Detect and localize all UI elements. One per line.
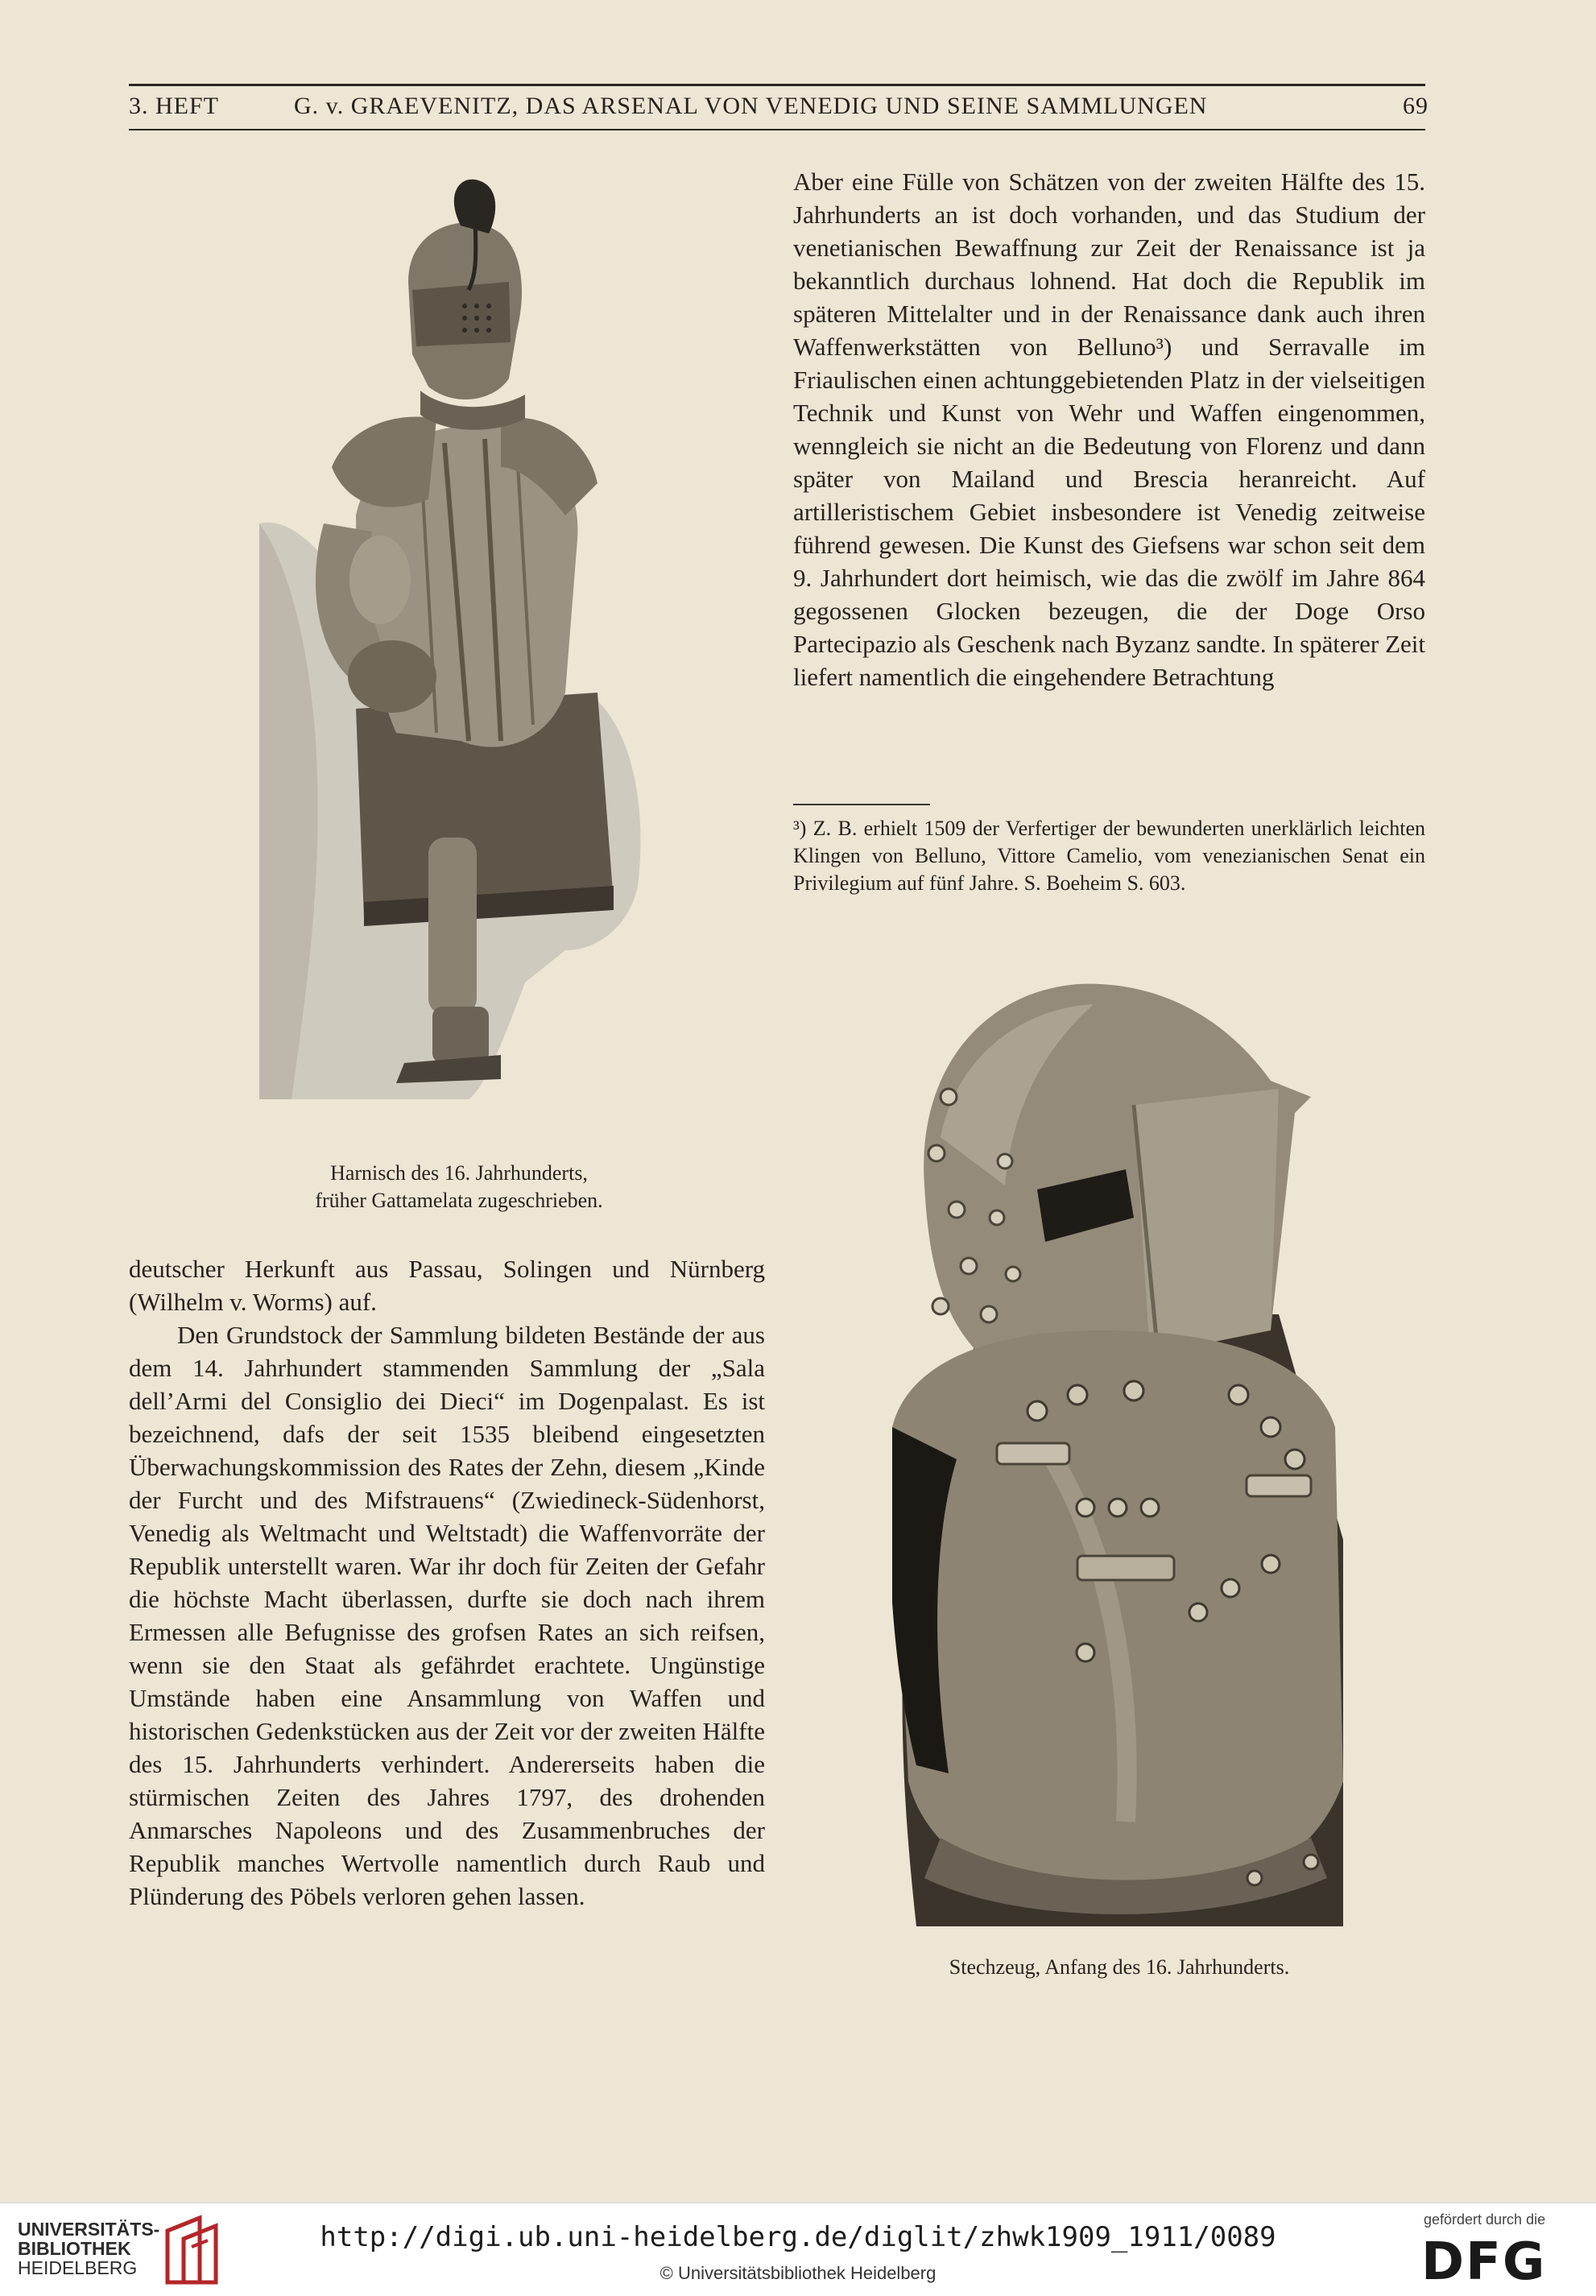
page-number: 69 xyxy=(1403,93,1429,119)
library-name-line3: HEIDELBERG xyxy=(18,2257,138,2278)
header-rule-bottom xyxy=(129,129,1425,130)
funding-label: gefördert durch die xyxy=(1424,2211,1546,2228)
left-column-paragraph-1: deutscher Herkunft aus Passau, Solingen und Nürnberg (Wilhelm v. Worms) auf. xyxy=(129,1255,765,1316)
figure-armour-harness xyxy=(259,177,652,1099)
figure1-caption-line1: Harnisch des 16. Jahrhunderts, xyxy=(330,1161,588,1185)
figure2-caption: Stechzeug, Anfang des 16. Jahrhunderts. xyxy=(949,1955,1290,1979)
issue-label: 3. HEFT xyxy=(129,93,219,119)
figure-stechzeug-helmet xyxy=(892,976,1343,1926)
permalink-url[interactable]: http://digi.ub.uni-heidelberg.de/diglit/zhwk1909_1911/0089 xyxy=(320,2221,1276,2253)
running-title: G. v. GRAEVENITZ, DAS ARSENAL VON VENEDIG UND SEINE SAMMLUNGEN xyxy=(294,93,1208,119)
figure1-caption xyxy=(201,1160,717,1214)
left-column xyxy=(129,1252,765,1913)
library-name-line2: BIBLIOTHEK xyxy=(18,2238,131,2259)
right-column-paragraph: Aber eine Fülle von Schätzen von der zweiten Hälfte des 15. Jahrhunderts an ist doch vorhanden, und das Studium der venetianischen Bewaffnung zur Zeit der Renaissance ist ja bekanntlich durchaus lohnend. Hat doch die Republik im späteren Mittelalter und in der Renaissance dank auch ihren Waffenwerkstätten von Belluno³) und Serravalle im Friaulischen einen achtunggebietenden Platz in der vielseitigen Technik und Kunst von Wehr und Waffen eingenommen, wenngleich sie nicht an die Bedeutung von Florenz und dann später von Mailand und Brescia heranreicht. Auf artilleristischem Gebiet insbesondere ist Venedig zeitweise führend gewesen. Die Kunst des Giefsens war schon seit dem 9. Jahrhundert dort heimisch, wie das die zwölf im Jahre 864 gegossenen Glocken bezeugen, die der Doge Orso Partecipazio als Geschenk nach Byzanz sandte. In späterer Zeit liefert namentlich die eingehendere Betrachtung xyxy=(793,168,1425,691)
digitization-footer xyxy=(0,2203,1596,2296)
footnote: ³) Z. B. erhielt 1509 der Verfertiger der bewunderten unerklärlich leichten Klingen von Belluno, Vittore Camelio, vom venezianischen Senat ein Privilegium auf fünf Jahre. S. Boeheim S. 603. xyxy=(793,817,1425,895)
figure1-caption-line2: früher Gattamelata zugeschrieben. xyxy=(315,1189,603,1212)
library-name-line1: UNIVERSITÄTS- xyxy=(18,2219,160,2240)
left-column-paragraph-2: Den Grundstock der Sammlung bildeten Bestände der aus dem 14. Jahrhundert stammenden Sammlung der „Sala dell’Armi del Consiglio dei Dieci“ im Dogenpalast. Es ist bezeichnend, dafs der seit 1535 bleibend eingesetzten Überwachungskommission des Rates der Zehn, diesem „Kinde der Furcht und des Mifstrauens“ (Zwiedineck-Südenhorst, Venedig als Weltmacht und Weltstadt) die Waffenvorräte der Republik unterstellt waren. War ihr doch für Zeiten der Gefahr die höchste Macht überlassen, durfte sie doch nach ihrem Ermessen alle Befugnisse des grofsen Rates an sich reifsen, wenn sie den Staat als gefährdet erachtete. Ungünstige Umstände haben eine Ansammlung von Waffen und historischen Gedenkstücken aus der Zeit vor der zweiten Hälfte des 15. Jahrhunderts verhindert. Andererseits haben die stürmischen Zeiten des Jahres 1797, des drohenden Anmarsches Napoleons und des Zusammenbruches der Republik manches Wertvolle namentlich durch Raub und Plünderung des Pöbels verloren gehen lassen. xyxy=(129,1321,765,1910)
header-rule-top xyxy=(129,84,1425,86)
dfg-logo: DFG xyxy=(1421,2232,1547,2292)
copyright-notice: © Universitätsbibliothek Heidelberg xyxy=(659,2263,937,2283)
footnote-rule xyxy=(793,804,930,805)
right-column xyxy=(793,165,1425,693)
